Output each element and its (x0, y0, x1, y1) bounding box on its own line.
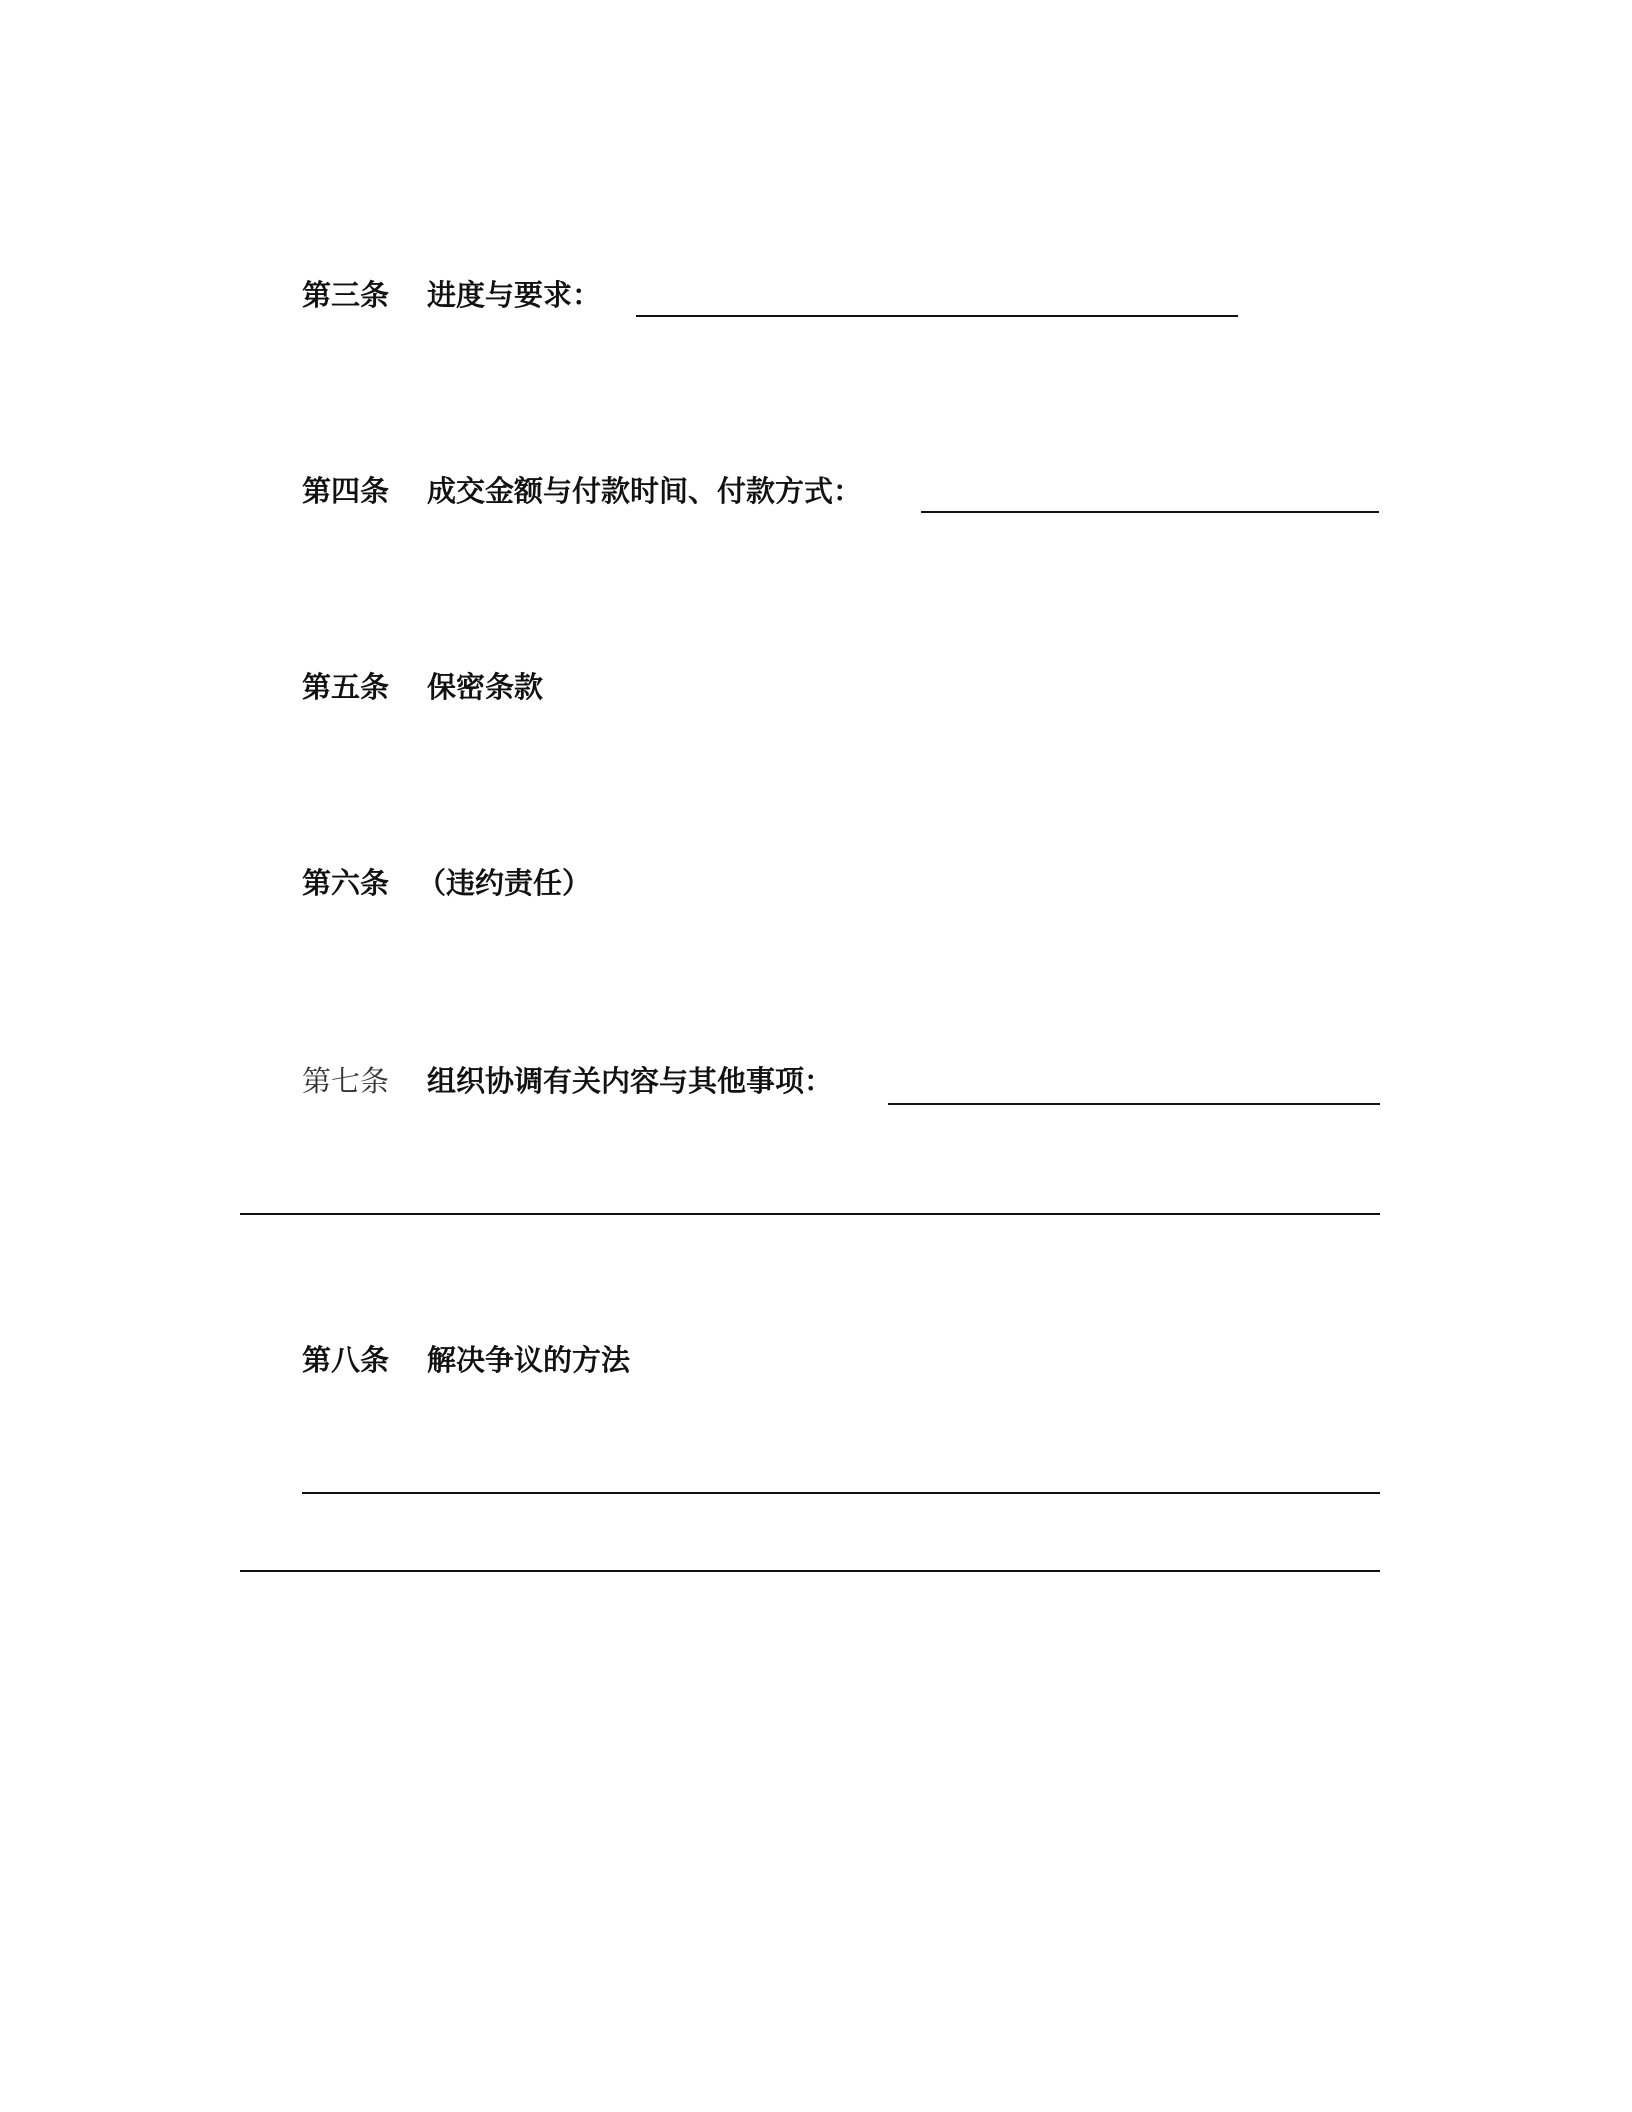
fill-in-line (240, 1570, 1380, 1572)
article-title: 保密条款 (427, 670, 544, 704)
fill-in-line (921, 511, 1379, 513)
article-number: 第五条 (302, 670, 390, 704)
article-title: 解决争议的方法 (427, 1343, 631, 1377)
article-title: 组织协调有关内容与其他事项： (427, 1064, 834, 1098)
article-number: 第七条 (302, 1064, 390, 1098)
article-title: （违约责任） (417, 866, 592, 900)
article-number: 第三条 (302, 278, 390, 312)
fill-in-line (240, 1213, 1380, 1215)
fill-in-line (888, 1103, 1380, 1105)
article-title: 成交金额与付款时间、付款方式： (427, 474, 863, 508)
article-number: 第四条 (302, 474, 390, 508)
article-title: 进度与要求： (427, 278, 602, 312)
article-number: 第六条 (302, 866, 390, 900)
fill-in-line (636, 315, 1238, 317)
article-number: 第八条 (302, 1343, 390, 1377)
fill-in-line (302, 1492, 1380, 1494)
